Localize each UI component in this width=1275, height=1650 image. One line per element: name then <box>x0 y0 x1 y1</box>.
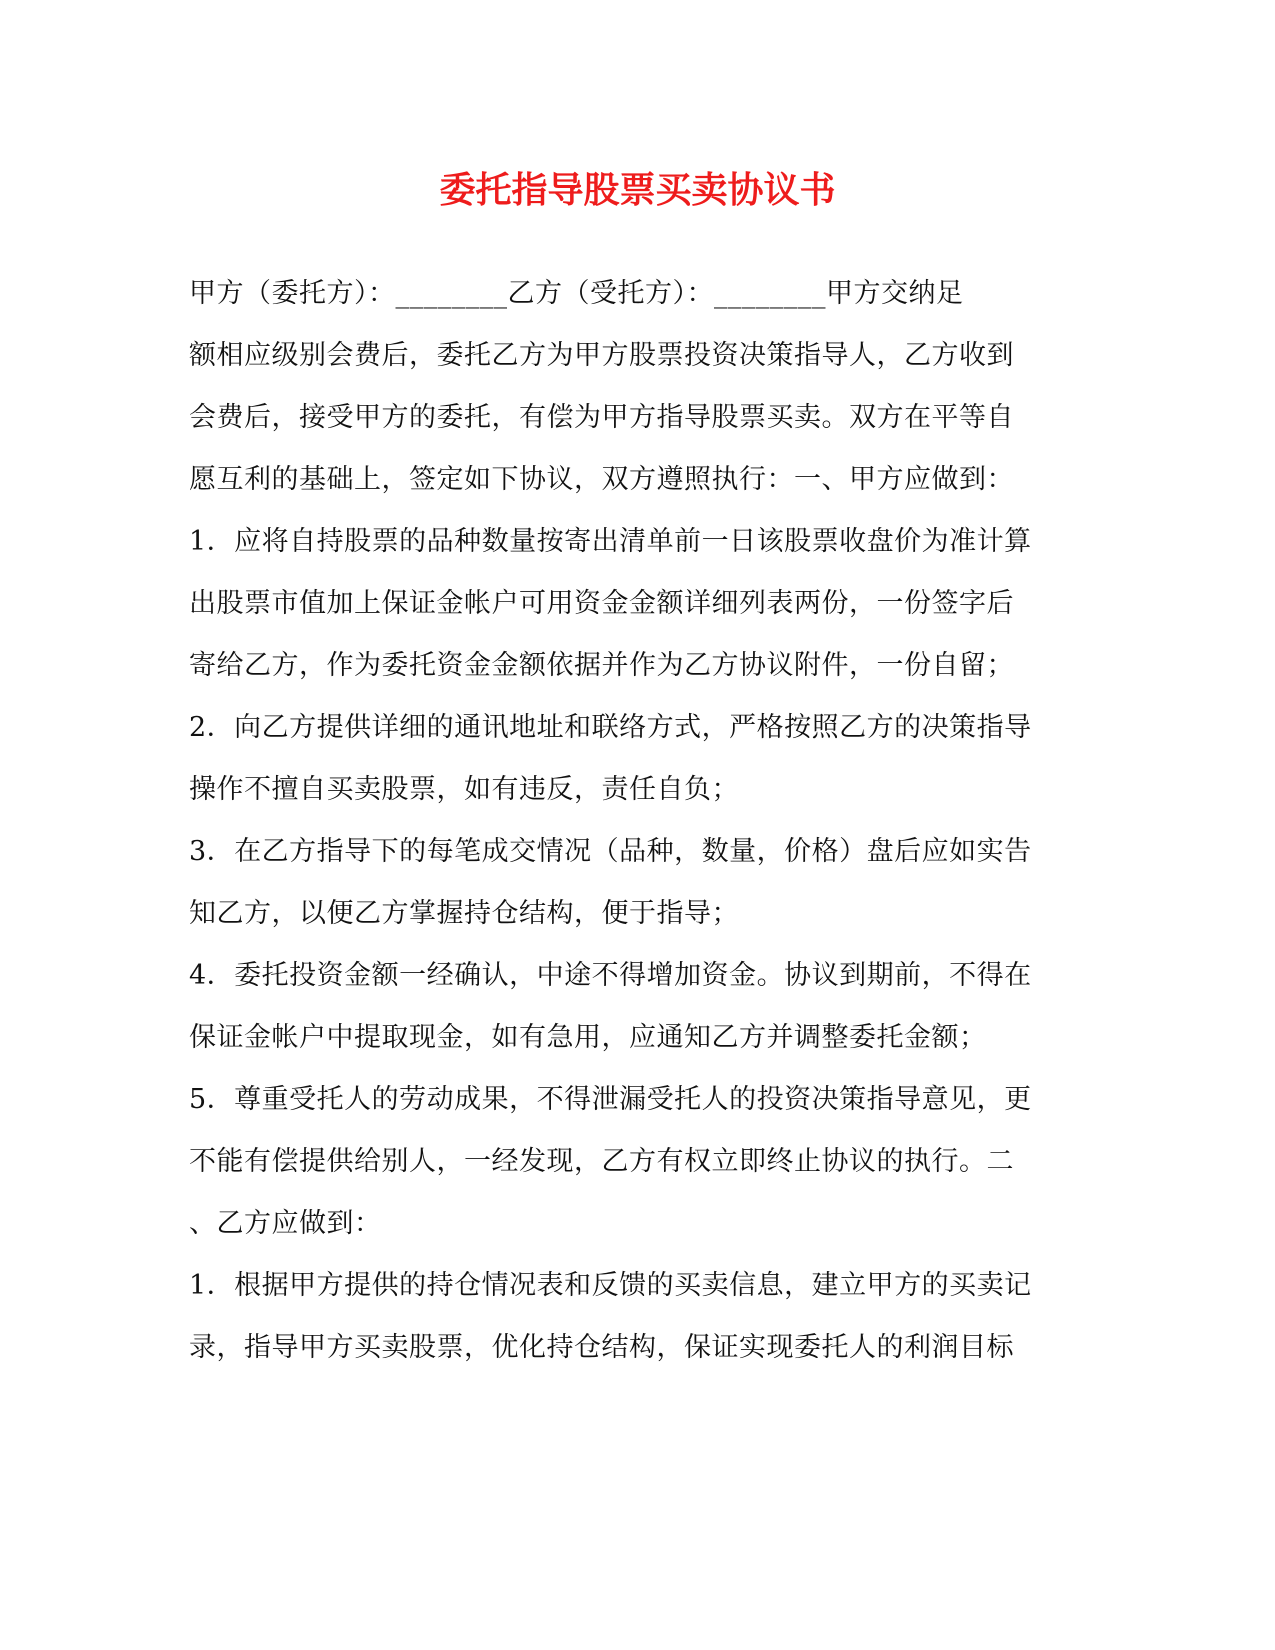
document-title: 委托指导股票买卖协议书 <box>439 169 836 211</box>
body-line: 1．应将自持股票的品种数量按寄出清单前一日该股票收盘价为准计算 <box>189 526 1032 557</box>
body-line: 录，指导甲方买卖股票，优化持仓结构，保证实现委托人的利润目标 <box>189 1332 1014 1363</box>
body-line: 愿互利的基础上，签定如下协议，双方遵照执行：一、甲方应做到： <box>189 464 1014 495</box>
body-line: 额相应级别会费后，委托乙方为甲方股票投资决策指导人，乙方收到 <box>189 340 1014 371</box>
body-line: 操作不擅自买卖股票，如有违反，责任自负； <box>189 774 739 805</box>
body-line: 寄给乙方，作为委托资金金额依据并作为乙方协议附件，一份自留； <box>189 650 1014 681</box>
body-line: 会费后，接受甲方的委托，有偿为甲方指导股票买卖。双方在平等自 <box>189 402 1014 433</box>
body-line: 、乙方应做到： <box>189 1208 382 1239</box>
body-line: 2．向乙方提供详细的通讯地址和联络方式，严格按照乙方的决策指导 <box>189 712 1032 743</box>
body-line: 甲方（委托方）：________乙方（受托方）：________甲方交纳足 <box>189 278 964 309</box>
body-line: 4．委托投资金额一经确认，中途不得增加资金。协议到期前，不得在 <box>189 960 1032 991</box>
body-line: 保证金帐户中提取现金，如有急用，应通知乙方并调整委托金额； <box>189 1022 987 1053</box>
body-line: 1．根据甲方提供的持仓情况表和反馈的买卖信息，建立甲方的买卖记 <box>189 1270 1032 1301</box>
body-line: 出股票市值加上保证金帐户可用资金金额详细列表两份，一份签字后 <box>189 588 1014 619</box>
body-line: 5．尊重受托人的劳动成果，不得泄漏受托人的投资决策指导意见，更 <box>189 1084 1032 1115</box>
body-line: 不能有偿提供给别人，一经发现，乙方有权立即终止协议的执行。二 <box>189 1146 1014 1177</box>
body-line: 3．在乙方指导下的每笔成交情况（品种，数量，价格）盘后应如实告 <box>189 836 1032 867</box>
body-line: 知乙方，以便乙方掌握持仓结构，便于指导； <box>189 898 739 929</box>
